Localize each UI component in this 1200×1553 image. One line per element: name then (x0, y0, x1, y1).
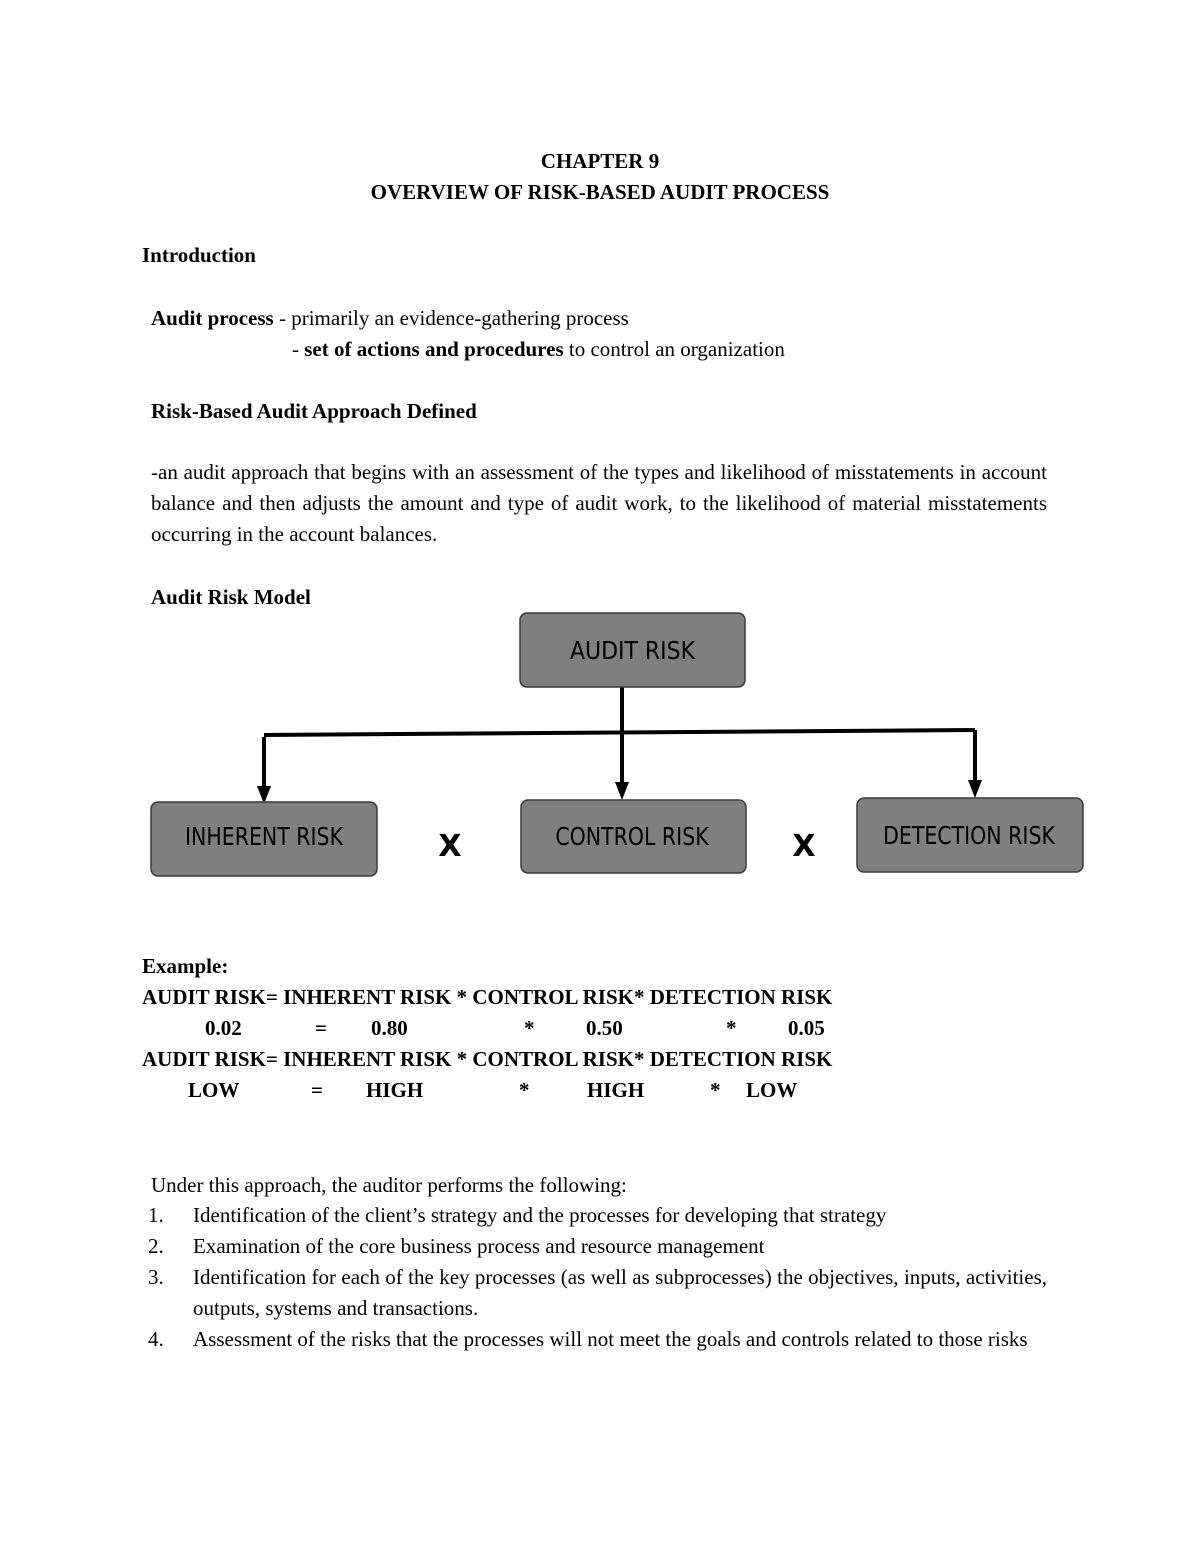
arrow-control (615, 782, 629, 800)
connector-horizontal (264, 730, 975, 735)
example-label: Example: (142, 954, 229, 978)
list-item-number: 1. (148, 1203, 164, 1227)
list-item (148, 1324, 1047, 1355)
multiply-operator-2: X (792, 829, 816, 864)
example-level-op1: * (519, 1078, 530, 1102)
example-value-audit: 0.02 (205, 1016, 242, 1040)
list-item (148, 1200, 1047, 1231)
list-item-number: 2. (148, 1234, 164, 1258)
example-value-op1: * (524, 1016, 535, 1040)
approach-list (148, 1200, 1047, 1355)
list-item-text: Assessment of the risks that the processes will not meet the goals and controls related to those risks (193, 1327, 1028, 1351)
page-title: OVERVIEW OF RISK-BASED AUDIT PROCESS (370, 180, 830, 204)
list-item (148, 1231, 1047, 1262)
multiply-operator-1: X (438, 829, 462, 864)
rba-heading: Risk-Based Audit Approach Defined (151, 399, 477, 423)
list-item (148, 1262, 1047, 1324)
rba-definition: -an audit approach that begins with an assessment of the types and likelihood of misstatements in account balance and then adjusts the amount and type of audit work, to the likelihood of material misstatements occurring in the account balances. (151, 460, 1047, 546)
example-value-detection: 0.05 (788, 1016, 825, 1040)
arrow-detection (968, 780, 982, 798)
control-risk-label: CONTROL RISK (555, 823, 709, 852)
dash: - (292, 337, 305, 361)
example-value-control: 0.50 (586, 1016, 623, 1040)
list-item-number: 3. (148, 1265, 164, 1289)
audit-process-definition-2: to control an organization (563, 337, 785, 361)
detection-risk-label: DETECTION RISK (883, 822, 1055, 851)
list-item-text: Identification of the client’s strategy and the processes for developing that strategy (193, 1203, 887, 1227)
audit-risk-label: AUDIT RISK (569, 635, 696, 666)
model-heading: Audit Risk Model (151, 585, 311, 609)
audit-process-term: Audit process (151, 306, 274, 330)
example-level-op2: * (710, 1078, 721, 1102)
example-value-inherent: 0.80 (371, 1016, 408, 1040)
list-item-text: Identification for each of the key processes (as well as subprocesses) the objectives, inputs, activities, outputs, systems and transactions. (193, 1265, 1047, 1320)
audit-process-definition: - primarily an evidence-gathering process (273, 306, 629, 330)
list-item-text: Examination of the core business process and resource management (193, 1234, 765, 1258)
example-formula-2: AUDIT RISK= INHERENT RISK * CONTROL RISK* DETECTION RISK (142, 1047, 833, 1071)
example-level-control: HIGH (587, 1078, 645, 1102)
example-level-inherent: HIGH (366, 1078, 424, 1102)
chapter-label: CHAPTER 9 (540, 149, 660, 173)
example-level-audit: LOW (188, 1078, 240, 1102)
inherent-risk-label: INHERENT RISK (184, 823, 344, 852)
intro-heading: Introduction (142, 243, 256, 267)
example-value-equals: = (315, 1016, 327, 1040)
example-formula: AUDIT RISK= INHERENT RISK * CONTROL RISK* DETECTION RISK (142, 985, 833, 1009)
control-risk-box (521, 800, 746, 873)
list-item-number: 4. (148, 1327, 164, 1351)
detection-risk-box (857, 798, 1083, 872)
audit-process-term-2: set of actions and procedures (304, 337, 564, 361)
example-level-detection: LOW (746, 1078, 798, 1102)
approach-intro: Under this approach, the auditor performs the following: (151, 1173, 627, 1197)
audit-risk-box (520, 613, 745, 687)
example-level-equals: = (311, 1078, 323, 1102)
inherent-risk-box (151, 802, 377, 876)
example-value-op2: * (726, 1016, 737, 1040)
